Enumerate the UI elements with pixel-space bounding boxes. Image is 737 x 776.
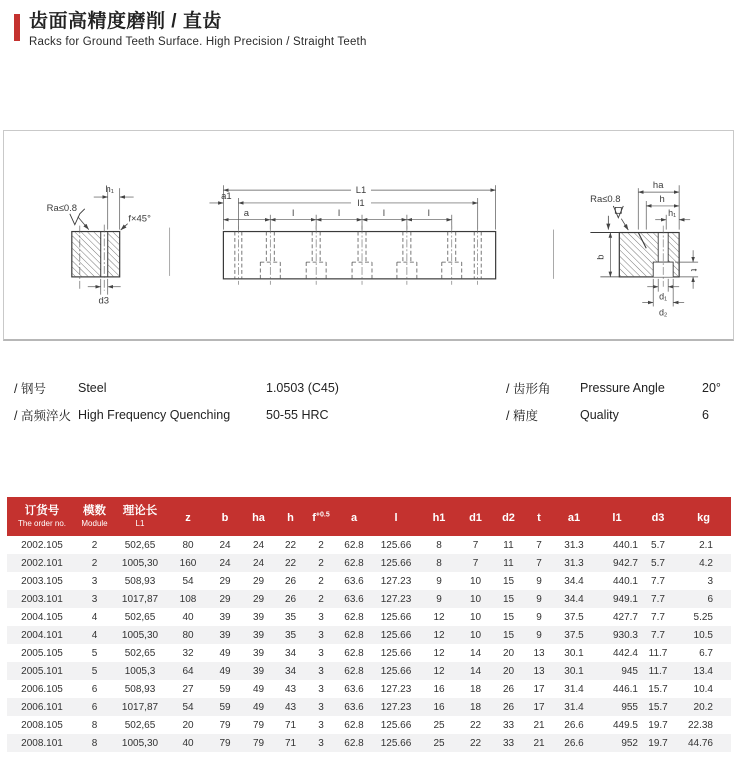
cell: 12 (433, 629, 445, 641)
table-row (7, 626, 731, 644)
cell: 5 (91, 647, 98, 659)
cell: 10.4 (693, 683, 713, 695)
cell: 3 (707, 575, 713, 587)
cell: 440.1 (612, 539, 638, 551)
cell: 1005,3 (124, 665, 156, 677)
specs-right (506, 374, 721, 428)
cell: 33 (502, 719, 515, 731)
cell-order-no: 2004.101 (21, 629, 63, 641)
cell: 508,93 (124, 575, 156, 587)
cell: 11.7 (648, 647, 668, 659)
cell: 62.8 (344, 557, 364, 569)
cell: 26 (284, 575, 297, 587)
cell-order-no: 2006.101 (21, 701, 63, 713)
cell: 31.3 (564, 539, 584, 551)
cell: 62.8 (344, 719, 364, 731)
table-row (7, 590, 731, 608)
cell: 8 (91, 737, 98, 749)
cell: 4.2 (699, 557, 713, 569)
cell: 7 (472, 539, 479, 551)
cell: 34.4 (564, 593, 584, 605)
cell: 19.7 (648, 719, 668, 731)
cell: 24 (252, 539, 265, 551)
cell: 59 (219, 683, 231, 695)
cell: 31.4 (564, 701, 584, 713)
cell: 30.1 (564, 647, 584, 659)
cell-order-no: 2003.101 (21, 593, 63, 605)
col-header-module: 模数 Module (77, 497, 112, 536)
cell: 5 (91, 665, 98, 677)
cell-order-no: 2008.101 (21, 737, 63, 749)
cell: 49 (219, 647, 231, 659)
cell: 13 (533, 647, 545, 659)
dim-label-a1: a1 (221, 190, 232, 202)
col-header-length-l1: 理论长 L1 (112, 497, 168, 536)
cell: 3 (318, 665, 324, 677)
cell: 25 (433, 737, 445, 749)
cell: 2 (318, 539, 324, 551)
cell: 440.1 (612, 575, 638, 587)
table-row (7, 698, 731, 716)
cell: 1017,87 (121, 593, 159, 605)
table-row (7, 554, 731, 572)
cell: 13 (533, 665, 545, 677)
spec-label-en: High Frequency Quenching (78, 407, 231, 422)
cell: 12 (433, 611, 445, 623)
cell: 40 (182, 737, 194, 749)
cell: 9 (536, 629, 542, 641)
page-header (14, 11, 367, 48)
cell: 31.3 (564, 557, 584, 569)
cell: 449.5 (612, 719, 638, 731)
cell: 49 (219, 665, 231, 677)
cell: 8 (436, 539, 442, 551)
cell: 9 (536, 611, 542, 623)
cell: 930.3 (612, 629, 638, 641)
cell: 54 (182, 701, 194, 713)
cell: 2 (318, 593, 324, 605)
dim-label-h1: h₁ (105, 183, 114, 195)
cell: 160 (179, 557, 197, 569)
cell: 34 (284, 665, 297, 677)
dim-label-a: a (243, 206, 249, 218)
cell: 34 (284, 647, 297, 659)
cell: 30.1 (564, 665, 584, 677)
cell: 125.66 (380, 629, 412, 641)
spec-row-pressure-angle (506, 374, 721, 401)
title-block (29, 11, 367, 48)
cell: 6.7 (699, 647, 713, 659)
cell: 3 (318, 629, 324, 641)
cell: 79 (219, 737, 231, 749)
cell: 7 (536, 557, 542, 569)
col-header-h1: h1 (420, 497, 458, 536)
page-subtitle: Racks for Ground Teeth Surface. High Precision / Straight Teeth (29, 35, 367, 48)
cell: 22 (284, 539, 297, 551)
cell: 1005,30 (121, 557, 159, 569)
cell: 11 (503, 557, 514, 569)
cell: 39 (252, 647, 265, 659)
cell: 17 (533, 701, 545, 713)
spec-row-quenching (14, 401, 339, 428)
cell: 10 (469, 593, 482, 605)
spec-value: 6 (702, 407, 709, 422)
table-row (7, 734, 731, 752)
right-view (590, 179, 699, 317)
cell: 3 (318, 719, 324, 731)
table-header-row (7, 497, 731, 536)
middle-view (209, 184, 495, 285)
cell: 127.23 (380, 593, 412, 605)
roughness-label: Ra≤0.8 (46, 201, 78, 213)
cell: 7 (536, 539, 542, 551)
cell: 62.8 (344, 539, 364, 551)
cell: 8 (436, 557, 442, 569)
cell: 31.4 (564, 683, 584, 695)
parts-table (7, 497, 731, 752)
cell: 59 (219, 701, 231, 713)
dim-label-b: b (594, 254, 606, 260)
spec-label-zh: / 精度 (506, 408, 538, 423)
col-header-d1: d1 (458, 497, 493, 536)
cell: 26 (284, 593, 297, 605)
cell: 10.5 (693, 629, 713, 641)
dim-label-ha: ha (652, 179, 664, 191)
cell: 35 (284, 611, 297, 623)
specs-left (14, 374, 339, 428)
cell: 54 (182, 575, 194, 587)
dim-label-l: l (292, 206, 295, 218)
dim-label-l: l (338, 206, 341, 218)
cell: 427.7 (612, 611, 638, 623)
col-header-l1: l1 (594, 497, 640, 536)
cell: 34.4 (564, 575, 584, 587)
cell: 5.7 (651, 539, 665, 551)
cell: 3 (318, 611, 324, 623)
cell: 125.66 (380, 611, 412, 623)
col-header-t: t (524, 497, 554, 536)
cell-order-no: 2005.105 (21, 647, 63, 659)
col-header-d2: d2 (493, 497, 524, 536)
cell: 18 (469, 683, 482, 695)
cell: 11 (503, 539, 514, 551)
cell: 43 (284, 701, 297, 713)
cell: 26.6 (564, 719, 584, 731)
cell: 19.7 (648, 737, 668, 749)
dim-label-h: h (659, 193, 665, 204)
cell: 32 (182, 647, 194, 659)
cell: 62.8 (344, 611, 364, 623)
col-header-z: z (168, 497, 208, 536)
cell: 49 (252, 683, 265, 695)
cell: 952 (621, 737, 638, 749)
cell: 39 (252, 665, 265, 677)
dim-label-l: l (382, 206, 386, 218)
cell: 955 (621, 701, 638, 713)
cell: 125.66 (380, 647, 412, 659)
dim-label-l1: l1 (357, 196, 365, 208)
spec-label-zh: / 高频淬火 (14, 408, 71, 423)
cell: 12 (433, 665, 445, 677)
cell: 22 (469, 737, 482, 749)
cell: 127.23 (380, 701, 412, 713)
cell: 79 (252, 737, 265, 749)
cell: 2 (318, 575, 324, 587)
dim-label-d1: d₁ (659, 291, 668, 302)
cell: 2 (318, 557, 324, 569)
cell: 446.1 (612, 683, 638, 695)
cell: 21 (533, 737, 545, 749)
cell: 26 (502, 701, 515, 713)
cell: 20 (502, 647, 515, 659)
technical-drawing-panel (3, 130, 734, 341)
col-header-a1: a1 (554, 497, 594, 536)
cell: 9 (536, 593, 542, 605)
cell: 945 (621, 665, 638, 677)
cell: 7.7 (651, 575, 665, 587)
cell: 7.7 (651, 593, 665, 605)
cell: 1005,30 (121, 629, 159, 641)
cell: 62.8 (344, 647, 364, 659)
cell: 17 (533, 683, 545, 695)
cell: 5.25 (693, 611, 713, 623)
cell: 22 (469, 719, 482, 731)
table-row (7, 572, 731, 590)
left-view (47, 183, 151, 305)
cell: 10 (469, 629, 482, 641)
cell: 125.66 (380, 539, 412, 551)
cell: 4 (91, 629, 98, 641)
cell: 4 (91, 611, 98, 623)
cell: 29 (219, 593, 231, 605)
cell: 12 (433, 647, 445, 659)
cell: 62.8 (344, 629, 364, 641)
cell-order-no: 2003.105 (21, 575, 63, 587)
cell: 37.5 (564, 611, 584, 623)
cell: 64 (182, 665, 194, 677)
table-head (7, 497, 731, 536)
cell: 29 (252, 593, 265, 605)
spec-label-zh: / 钢号 (14, 381, 46, 396)
spec-value: 20° (702, 380, 721, 395)
cell: 29 (219, 575, 231, 587)
cell: 71 (284, 737, 297, 749)
cell: 125.66 (380, 665, 412, 677)
cell: 27 (182, 683, 194, 695)
cell: 22 (284, 557, 297, 569)
cell: 44.76 (687, 737, 713, 749)
col-header-f: $f^{+0.5}$ (306, 497, 336, 536)
cell: 502,65 (124, 719, 156, 731)
table-row (7, 536, 731, 554)
col-header-a: a (336, 497, 372, 536)
cell: 442.4 (612, 647, 638, 659)
cell: 63.6 (344, 575, 364, 587)
cell: 40 (182, 611, 194, 623)
cell: 2.1 (699, 539, 713, 551)
cell: 8 (91, 719, 98, 731)
cell: 14 (469, 647, 482, 659)
spec-label-en: Steel (78, 380, 107, 395)
cell: 9 (436, 575, 442, 587)
spec-label-en: Pressure Angle (580, 380, 665, 395)
cell: 43 (284, 683, 297, 695)
cell: 37.5 (564, 629, 584, 641)
cell: 127.23 (380, 683, 412, 695)
cell: 9 (536, 575, 542, 587)
cell: 13.4 (693, 665, 713, 677)
cell: 502,65 (124, 611, 156, 623)
cell: 20 (502, 665, 515, 677)
col-header-h: h (275, 497, 306, 536)
cell: 7.7 (651, 629, 665, 641)
dim-label-d3: d3 (98, 294, 109, 306)
cell: 22.38 (687, 719, 713, 731)
cell: 508,93 (124, 683, 156, 695)
cell: 6 (91, 701, 98, 713)
col-header-d3: d3 (640, 497, 676, 536)
cell: 18 (469, 701, 482, 713)
cell: 125.66 (380, 719, 412, 731)
cell: 33 (502, 737, 515, 749)
cell: 39 (219, 629, 231, 641)
col-header-ha: ha (242, 497, 275, 536)
cell: 502,65 (124, 647, 156, 659)
cell: 39 (252, 611, 265, 623)
cell: 9 (436, 593, 442, 605)
spec-row-quality (506, 401, 721, 428)
cell: 63.6 (344, 701, 364, 713)
cell-order-no: 2002.101 (21, 557, 63, 569)
chamfer-label: f×45° (128, 212, 151, 224)
cell: 24 (219, 539, 231, 551)
cell: 63.6 (344, 683, 364, 695)
dim-label-l: l (427, 206, 430, 218)
cell: 125.66 (380, 737, 412, 749)
cell: 80 (182, 539, 194, 551)
cell: 7.7 (651, 611, 665, 623)
col-header-kg: kg (676, 497, 731, 536)
cell: 62.8 (344, 737, 364, 749)
page-title: 齿面高精度磨削 / 直齿 (29, 11, 222, 32)
cell: 39 (252, 629, 265, 641)
cell: 10 (469, 575, 482, 587)
cell-order-no: 2006.105 (21, 683, 63, 695)
title-accent-bar (14, 14, 20, 41)
col-header-l: l (372, 497, 420, 536)
cell: 502,65 (124, 539, 156, 551)
table-row (7, 680, 731, 698)
cell-order-no: 2004.105 (21, 611, 63, 623)
cell: 7 (472, 557, 479, 569)
cell-order-no: 2008.105 (21, 719, 63, 731)
cell: 5.7 (651, 557, 665, 569)
cell: 108 (179, 593, 197, 605)
cell: 3 (318, 737, 324, 749)
spec-label-zh: / 齿形角 (506, 381, 551, 396)
cell: 79 (252, 719, 265, 731)
dim-label-h1-right: h₁ (668, 207, 677, 218)
cell: 14 (469, 665, 482, 677)
cell: 11.7 (648, 665, 668, 677)
cell: 39 (219, 611, 231, 623)
technical-drawing (4, 131, 733, 338)
cell: 26 (502, 683, 515, 695)
cell: 21 (533, 719, 545, 731)
cell: 49 (252, 701, 265, 713)
cell: 15 (502, 593, 515, 605)
spec-value: 1.0503 (C45) (266, 380, 339, 395)
cell: 71 (284, 719, 297, 731)
cell: 3 (318, 647, 324, 659)
cell: 2 (91, 557, 98, 569)
cell: 20 (182, 719, 194, 731)
cell: 80 (182, 629, 194, 641)
cell: 949.1 (612, 593, 638, 605)
cell: 15 (502, 629, 515, 641)
cell: 25 (433, 719, 445, 731)
roughness-label-right: Ra≤0.8 (590, 193, 621, 204)
cell: 942.7 (612, 557, 638, 569)
cell: 2 (91, 539, 98, 551)
spec-row-steel (14, 374, 339, 401)
cell: 35 (284, 629, 297, 641)
cell: 24 (252, 557, 265, 569)
cell: 15 (502, 611, 515, 623)
table-row (7, 716, 731, 734)
cell: 1017,87 (121, 701, 159, 713)
spec-label-en: Quality (580, 407, 619, 422)
spec-value: 50-55 HRC (266, 407, 329, 422)
cell: 10 (469, 611, 482, 623)
dim-label-L1: L1 (355, 184, 367, 196)
cell: 15 (502, 575, 515, 587)
cell: 6 (707, 593, 713, 605)
cell: 3 (318, 683, 324, 695)
table-row (7, 608, 731, 626)
cell: 3 (91, 593, 98, 605)
table-body (7, 536, 731, 752)
cell: 3 (91, 575, 98, 587)
cell: 20.2 (693, 701, 713, 713)
cell: 127.23 (380, 575, 412, 587)
cell: 24 (219, 557, 231, 569)
dim-label-t: t (689, 268, 700, 272)
col-header-order-no: 订货号 The order no. (7, 497, 77, 536)
cell-order-no: 2002.105 (21, 539, 63, 551)
cell-order-no: 2005.101 (21, 665, 63, 677)
table-row (7, 644, 731, 662)
cell: 29 (252, 575, 265, 587)
cell: 63.6 (344, 593, 364, 605)
cell: 15.7 (648, 683, 668, 695)
cell: 6 (91, 683, 98, 695)
cell: 16 (433, 683, 445, 695)
cell: 62.8 (344, 665, 364, 677)
col-header-b: b (208, 497, 242, 536)
dim-label-d2: d₂ (658, 307, 668, 318)
cell: 26.6 (564, 737, 584, 749)
cell: 3 (318, 701, 324, 713)
cell: 15.7 (648, 701, 668, 713)
cell: 125.66 (380, 557, 412, 569)
cell: 16 (433, 701, 445, 713)
cell: 79 (219, 719, 231, 731)
cell: 1005,30 (121, 737, 159, 749)
table-row (7, 662, 731, 680)
